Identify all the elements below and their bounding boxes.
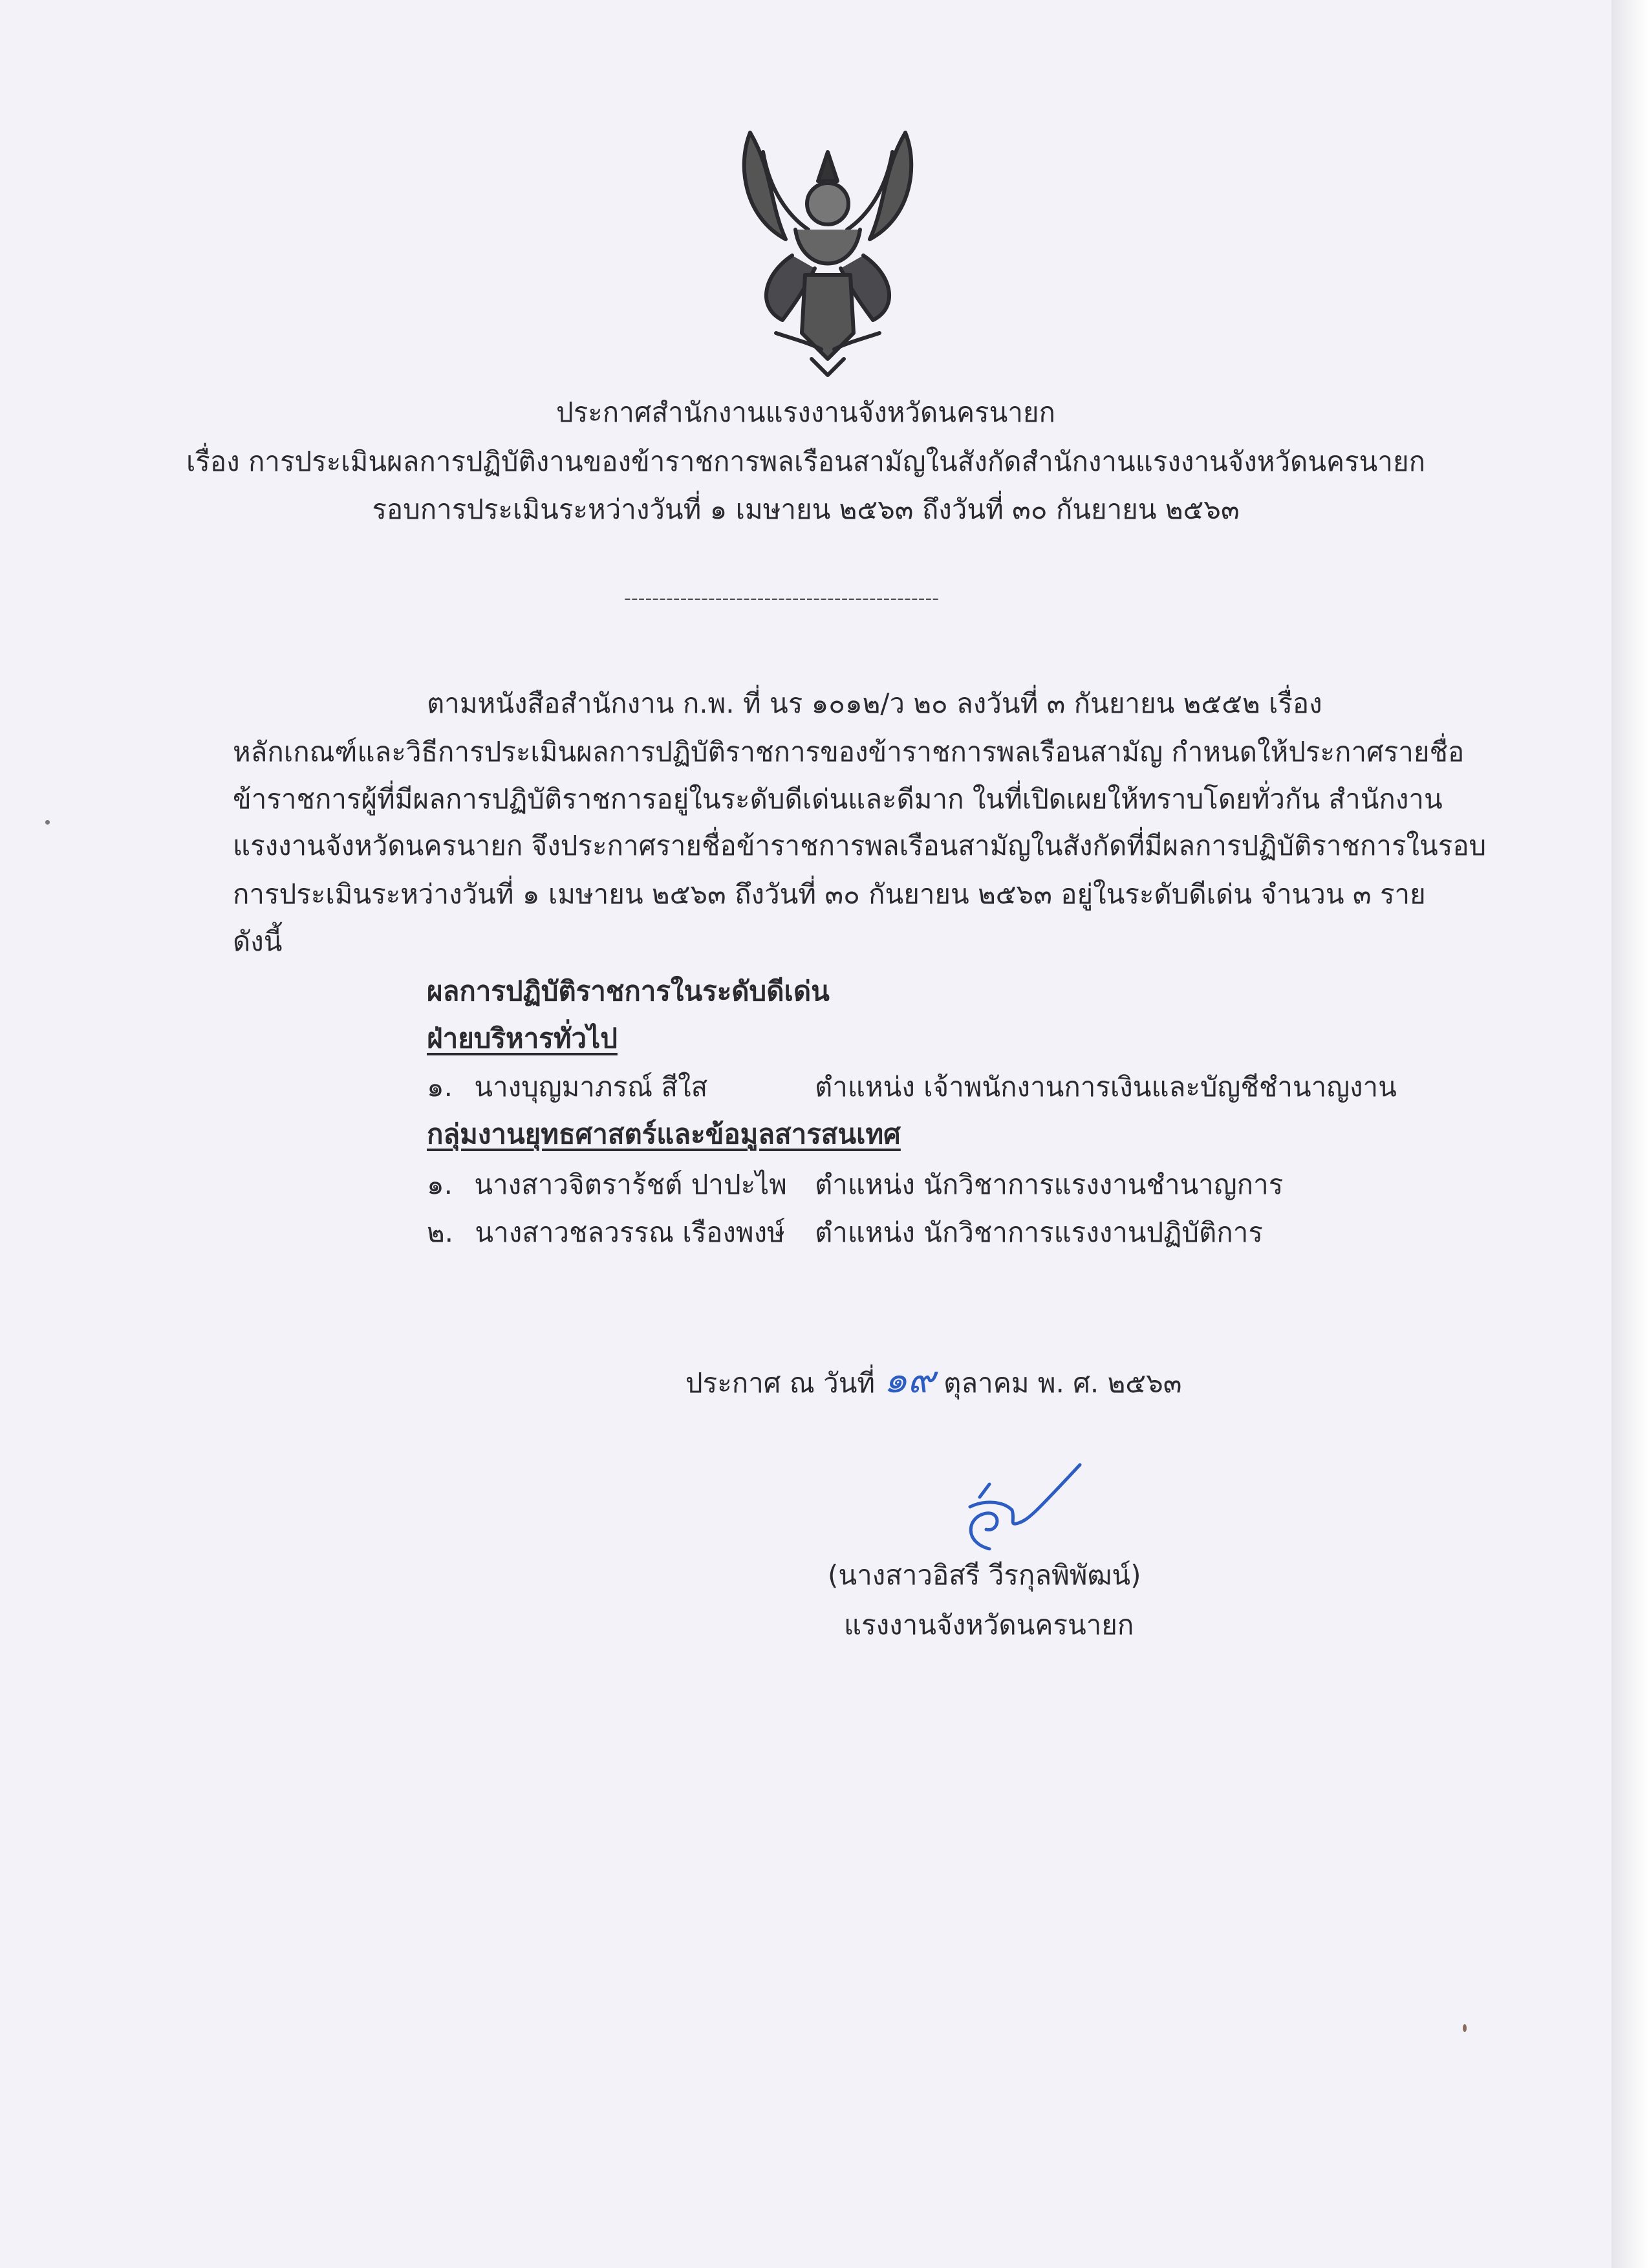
scan-margin bbox=[1611, 0, 1649, 2268]
person-number: ๑. bbox=[427, 1071, 453, 1103]
announcement-title: ประกาศสำนักงานแรงงานจังหวัดนครนายก bbox=[556, 396, 1055, 428]
person-name: นางสาวจิตราร้ชต์ ปาปะไพ bbox=[474, 1169, 787, 1200]
person-number: ๑. bbox=[427, 1169, 453, 1200]
body-line-2: หลักเกณฑ์และวิธีการประเมินผลการปฏิบัติราชการของข้าราชการพลเรือนสามัญ กำหนดให้ประกาศรายชื่อ bbox=[233, 736, 1465, 768]
person-row bbox=[427, 1069, 707, 1105]
person-name: นางบุญมาภรณ์ สีใส bbox=[474, 1071, 708, 1103]
person-position: ตำแหน่ง นักวิชาการแรงงานปฏิบัติการ bbox=[815, 1216, 1263, 1248]
body-line-6: ดังนี้ bbox=[233, 925, 283, 957]
paper-speck bbox=[45, 820, 50, 825]
garuda-emblem bbox=[724, 126, 931, 378]
signer-title: แรงงานจังหวัดนครนายก bbox=[844, 1609, 1134, 1641]
paper-speck bbox=[1463, 2024, 1467, 2032]
person-number: ๒. bbox=[427, 1216, 454, 1248]
group-heading-general-admin: ฝ่ายบริหารทั่วไป bbox=[427, 1022, 618, 1054]
announce-prefix: ประกาศ ณ วันที่ bbox=[685, 1367, 876, 1399]
body-line-3: ข้าราชการผู้ที่มีผลการปฏิบัติราชการอยู่ในระดับดีเด่นและดีมาก ในที่เปิดเผยให้ทราบโดยทั่วกัน สำนักงาน bbox=[233, 783, 1443, 815]
announce-date bbox=[685, 1357, 1182, 1401]
evaluation-period: รอบการประเมินระหว่างวันที่ ๑ เมษายน ๒๕๖๓ ถึงวันที่ ๓๐ กันยายน ๒๕๖๓ bbox=[372, 493, 1240, 525]
group-heading-strategy: กลุ่มงานยุทธศาสตร์และข้อมูลสารสนเทศ bbox=[427, 1118, 901, 1150]
body-line-5: การประเมินระหว่างวันที่ ๑ เมษายน ๒๕๖๓ ถึงวันที่ ๓๐ กันยายน ๒๕๖๓ อยู่ในระดับดีเด่น จำนวน ๓ ราย bbox=[233, 878, 1426, 910]
body-line-1: ตามหนังสือสำนักงาน ก.พ. ที่ นร ๑๐๑๒/ว ๒๐ ลงวันที่ ๓ กันยายน ๒๕๕๒ เรื่อง bbox=[427, 687, 1322, 719]
signature-mark bbox=[951, 1458, 1086, 1555]
signer-name: (นางสาวอิสรี วีรกุลพิพัฒน์) bbox=[828, 1559, 1141, 1591]
person-row bbox=[427, 1167, 787, 1203]
person-name: นางสาวชลวรรณ เรืองพงษ์ bbox=[475, 1216, 785, 1248]
person-position: ตำแหน่ง นักวิชาการแรงงานชำนาญการ bbox=[815, 1169, 1284, 1200]
announcement-subject: เรื่อง การประเมินผลการปฏิบัติงานของข้าราชการพลเรือนสามัญในสังกัดสำนักงานแรงงานจังหวัดนครนายก bbox=[186, 446, 1426, 477]
results-heading: ผลการปฏิบัติราชการในระดับดีเด่น bbox=[427, 975, 830, 1007]
person-row bbox=[427, 1215, 785, 1251]
divider-line: --------------------------------------------- bbox=[624, 587, 940, 610]
announce-day-handwritten: ๑๙ bbox=[883, 1357, 935, 1401]
announce-suffix: ตุลาคม พ. ศ. ๒๕๖๓ bbox=[943, 1367, 1182, 1399]
person-position: ตำแหน่ง เจ้าพนักงานการเงินและบัญชีชำนาญงาน bbox=[815, 1071, 1397, 1103]
body-line-4: แรงงานจังหวัดนครนายก จึงประกาศรายชื่อข้าราชการพลเรือนสามัญในสังกัดที่มีผลการปฏิบัติราชการในรอบ bbox=[233, 830, 1487, 861]
